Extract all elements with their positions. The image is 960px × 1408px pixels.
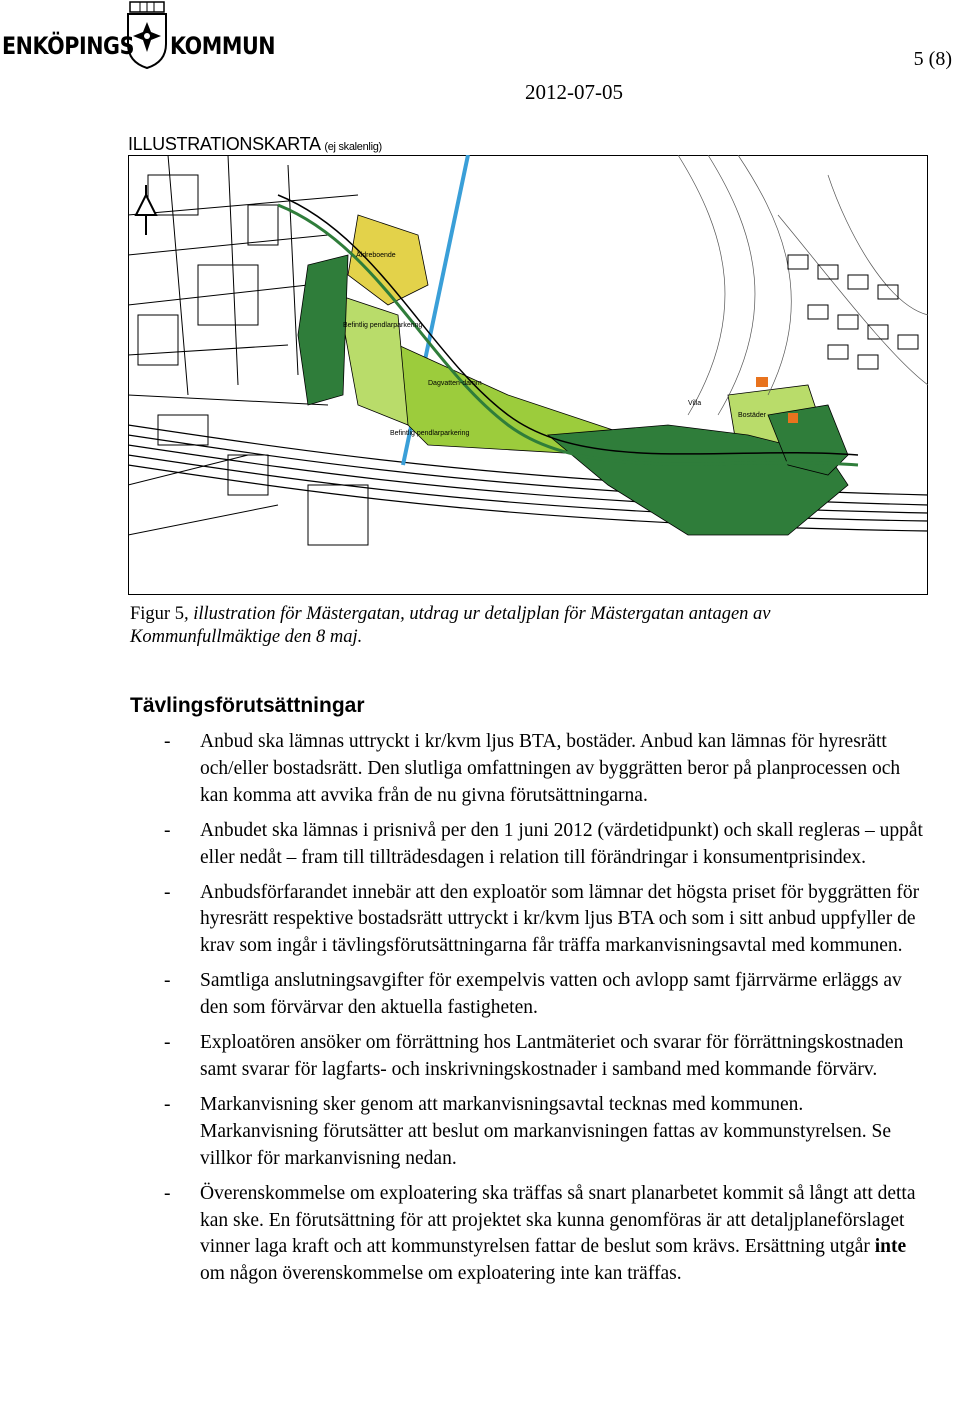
caption-text: , illustration för Mästergatan, utdrag ur detaljplan för Mästergatan antagen av Kommunfullmäktige den 8 maj. — [130, 604, 771, 647]
emphasis-inte: inte — [874, 1236, 907, 1258]
page-number: 5 (8) — [913, 48, 952, 70]
list-item: - Markanvisning sker genom att markanvisningsavtal tecknas med kommunen. Markanvisning förutsätter att beslut om markanvisningen fattas av kommunstyrelsen. Se villkor för markanvisning nedan. — [164, 1093, 892, 1169]
orange-marker-1 — [756, 377, 768, 387]
list-item: - Överenskommelse om exploatering ska träffas så snart planarbetet kommit så långt att detta kan ske. En förutsättning för att projektet ska kunna genomföras är att detaljplaneförslaget vinner laga kraft och att kommunstyrelsen fattar de beslut som krävs. Ersättning utgår inte om någon överenskommelse om exploatering inte kan träffas. — [164, 1182, 916, 1285]
logo-word-left: ENKÖPINGS — [2, 32, 135, 60]
section-heading: Tävlingsförutsättningar — [130, 694, 365, 717]
list-item: - Exploatören ansöker om förrättning hos Lantmäteriet och svarar för förrättningskostnaden samt svarar för lagfarts- och inskrivningskostnader i samband med kommande förvärv. — [164, 1032, 904, 1080]
map-label-dagvattendamm: Dagvatten-damm — [428, 380, 482, 387]
map-label-bostader: Bostäder — [738, 412, 767, 419]
illustration-map — [128, 155, 928, 595]
caption-label: Figur 5 — [130, 604, 184, 624]
list-item: - Samtliga anslutningsavgifter för exempelvis vatten och avlopp samt fjärrvärme erläggs av den som förvärvar den aktuella fastigheten. — [164, 970, 902, 1019]
map-label-aldreboende: Äldreboende — [356, 252, 396, 259]
list-item: - Anbudsförfarandet innebär att den exploatör som lämnar det högsta priset för byggrätten för hyresrätt respektive bostadsrätt uttryckt i kr/kvm ljus BTA och som i sitt anbud uppfyller de krav som ingår i tävlingsförutsättningarna får träffa markanvisningsavtal med kommunen. — [164, 881, 920, 957]
logo-word-right: KOMMUN — [170, 32, 276, 60]
figure-title-note: (ej skalenlig) — [324, 141, 382, 153]
conditions-list — [164, 729, 924, 1296]
enkoping-kommun-logo — [0, 0, 290, 70]
map-label-villa: Villa — [688, 400, 702, 407]
list-item: - Anbudet ska lämnas i prisnivå per den 1 juni 2012 (värdetidpunkt) och skall regleras – uppåt eller nedåt – fram till tillträdesdagen i relation till förändringar i konsumentprisindex. — [164, 819, 923, 868]
figure-title-text: ILLUSTRATIONSKARTA — [128, 134, 320, 154]
list-item: - Anbud ska lämnas uttryckt i kr/kvm ljus BTA, bostäder. Anbud kan lämnas för hyresrätt och/eller bostadsrätt. Den slutliga omfattningen av byggrätten beror på planprocessen och kan komma att avvika från de nu givna förutsättningarna. — [164, 731, 901, 806]
document-date: 2012-07-05 — [525, 80, 623, 104]
figure-caption — [130, 603, 920, 649]
map-label-befintlig-pendlarparkering: Befintlig pendlarparkering — [343, 322, 423, 329]
figure-title — [128, 134, 382, 155]
orange-marker-2 — [788, 413, 798, 423]
map-label-pendlarparkering: Befintlig pendlarparkering — [390, 430, 470, 437]
coat-of-arms-icon — [122, 0, 172, 70]
